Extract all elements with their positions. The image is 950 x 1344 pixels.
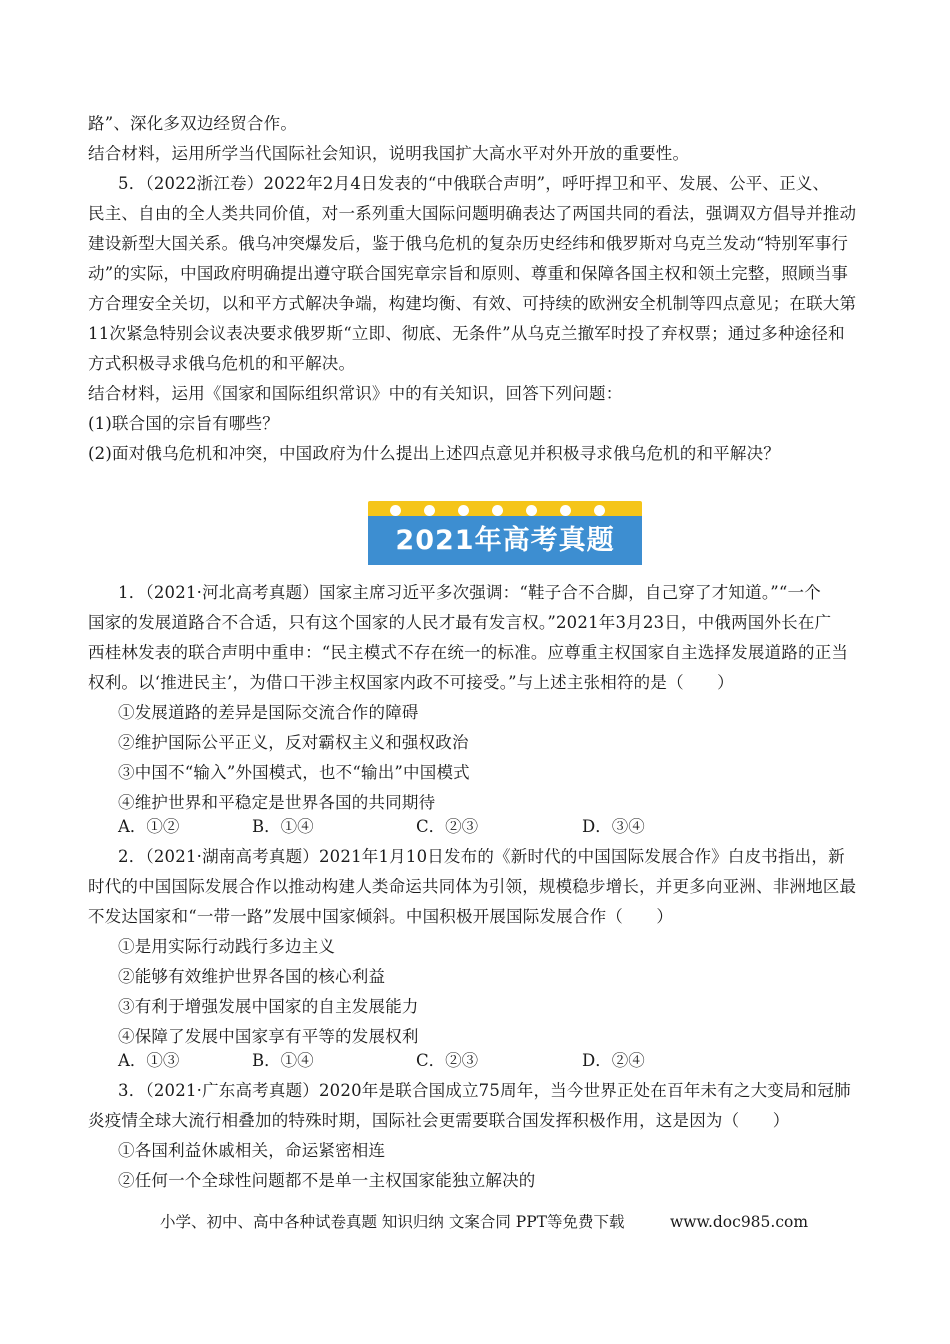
text-line: 路”、深化多双边经贸合作。 xyxy=(88,114,298,133)
q5-subquestion-1: (1)联合国的宗旨有哪些？ xyxy=(88,414,279,433)
q2021-1-line-3: 西桂林发表的联合声明中重申：“民主模式不存在统一的标准。应尊重主权国家自主选择发展道路的正当 xyxy=(88,643,849,662)
q2021-2-line-1: 2．（2021·湖南高考真题）2021年1月10日发布的《新时代的中国国际发展合作》白皮书指出，新 xyxy=(118,847,845,866)
q2021-3-line-2: 炎疫情全球大流行相叠加的特殊时期，国际社会更需要联合国发挥积极作用，这是因为（ ） xyxy=(88,1111,790,1130)
ring-dot xyxy=(594,505,605,516)
q2021-1-line-4: 权利。以‘推进民主’，为借口干涉主权国家内政不可接受。”与上述主张相符的是（ ） xyxy=(88,673,734,692)
statement-3: ③中国不“输入”外国模式，也不“输出”中国模式 xyxy=(118,763,470,782)
q2021-2-line-2: 时代的中国国际发展合作以推动构建人类命运共同体为引领，规模稳步增长，并更多向亚洲、非洲地区最 xyxy=(88,877,857,896)
footer-link[interactable]: www.doc985.com xyxy=(670,1213,809,1231)
q2021-2-line-3: 不发达国家和“一带一路”发展中国家倾斜。中国积极开展国际发展合作（ ） xyxy=(88,907,674,926)
q5-prompt: 结合材料，运用《国家和国际组织常识》中的有关知识，回答下列问题： xyxy=(88,384,623,403)
statement-1: ①发展道路的差异是国际交流合作的障碍 xyxy=(118,703,419,722)
statement-2: ②能够有效维护世界各国的核心利益 xyxy=(118,967,386,986)
option-b[interactable]: B．①④ xyxy=(252,1051,314,1070)
q2021-1-line-2: 国家的发展道路合不合适，只有这个国家的人民才最有发言权。”2021年3月23日，中俄两国外长在广 xyxy=(88,613,832,632)
page-footer xyxy=(160,1212,809,1232)
statement-3: ③有利于增强发展中国家的自主发展能力 xyxy=(118,997,419,1016)
q5-line-7: 方式积极寻求俄乌危机的和平解决。 xyxy=(88,354,356,373)
option-b[interactable]: B．①④ xyxy=(252,817,314,836)
question-prompt: 结合材料，运用所学当代国际社会知识，说明我国扩大高水平对外开放的重要性。 xyxy=(88,144,690,163)
footer-text: 小学、初中、高中各种试卷真题 知识归纳 文案合同 PPT等免费下载 xyxy=(160,1213,625,1231)
option-c[interactable]: C．②③ xyxy=(416,1051,479,1070)
option-a[interactable]: A．①③ xyxy=(118,1051,180,1070)
q5-line-1: 5．（2022浙江卷）2022年2月4日发表的“中俄联合声明”，呼吁捍卫和平、发展、公平、正义、 xyxy=(118,174,830,193)
q2021-3-line-1: 3．（2021·广东高考真题）2020年是联合国成立75周年，当今世界正处在百年未有之大变局和冠肺 xyxy=(118,1081,851,1100)
ring-dot xyxy=(458,505,469,516)
q5-subquestion-2: (2)面对俄乌危机和冲突，中国政府为什么提出上述四点意见并积极寻求俄乌危机的和平解决？ xyxy=(88,444,780,463)
q5-line-3: 建设新型大国关系。俄乌冲突爆发后，鉴于俄乌危机的复杂历史经纬和俄罗斯对乌克兰发动“特别军事行 xyxy=(88,234,849,253)
statement-1: ①各国利益休戚相关，命运紧密相连 xyxy=(118,1141,386,1160)
statement-4: ④维护世界和平稳定是世界各国的共同期待 xyxy=(118,793,436,812)
q5-line-2: 民主、自由的全人类共同价值，对一系列重大国际问题明确表达了两国共同的看法，强调双方倡导并推动 xyxy=(88,204,857,223)
q5-line-6: 11次紧急特别会议表决要求俄罗斯“立即、彻底、无条件”从乌克兰撤军时投了弃权票；通过多种途径和 xyxy=(88,324,845,343)
option-d[interactable]: D．②④ xyxy=(582,1051,645,1070)
statement-2: ②维护国际公平正义，反对霸权主义和强权政治 xyxy=(118,733,469,752)
banner-title: 2021年高考真题 xyxy=(368,516,642,565)
q5-line-4: 动”的实际，中国政府明确提出遵守联合国宪章宗旨和原则、尊重和保障各国主权和领土完整，照顾当事 xyxy=(88,264,849,283)
option-a[interactable]: A．①② xyxy=(118,817,180,836)
ring-dot xyxy=(492,505,503,516)
section-banner xyxy=(368,501,642,565)
option-c[interactable]: C．②③ xyxy=(416,817,479,836)
ring-dot xyxy=(424,505,435,516)
q2021-1-line-1: 1．（2021·河北高考真题）国家主席习近平多次强调：“鞋子合不合脚，自己穿了才知道。”“一个 xyxy=(118,583,821,602)
statement-1: ①是用实际行动践行多边主义 xyxy=(118,937,336,956)
ring-dot xyxy=(560,505,571,516)
ring-dot xyxy=(390,505,401,516)
ring-dot xyxy=(526,505,537,516)
option-d[interactable]: D．③④ xyxy=(582,817,645,836)
statement-2: ②任何一个全球性问题都不是单一主权国家能独立解决的 xyxy=(118,1171,536,1190)
statement-4: ④保障了发展中国家享有平等的发展权利 xyxy=(118,1027,419,1046)
q5-line-5: 方合理安全关切，以和平方式解决争端，构建均衡、有效、可持续的欧洲安全机制等四点意见；在联大第 xyxy=(88,294,857,313)
